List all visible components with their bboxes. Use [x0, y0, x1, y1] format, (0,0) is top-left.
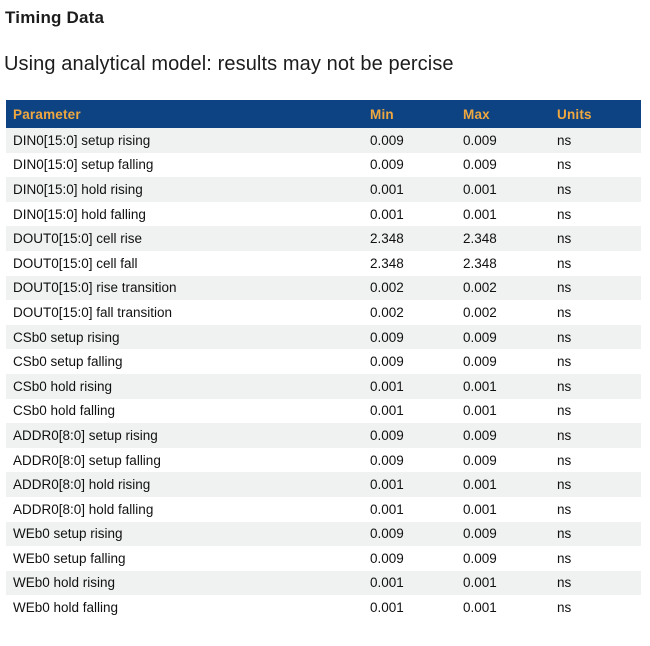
column-header-min: Min	[370, 100, 463, 128]
cell-parameter: DOUT0[15:0] cell rise	[13, 231, 143, 247]
cell-parameter: ADDR0[8:0] hold rising	[13, 477, 151, 493]
table-row	[6, 128, 641, 153]
cell-min: 0.002	[370, 304, 404, 320]
cell-min: 2.348	[370, 255, 404, 271]
cell-parameter: DIN0[15:0] setup rising	[13, 132, 151, 148]
cell-max: 0.002	[463, 280, 497, 296]
cell-parameter: WEb0 setup rising	[13, 526, 123, 542]
cell-min: 0.009	[370, 132, 404, 148]
cell-max: 0.009	[463, 329, 497, 345]
cell-max: 0.001	[463, 181, 497, 197]
cell-max: 0.001	[463, 600, 497, 616]
cell-min: 0.009	[370, 526, 404, 542]
table-row	[6, 497, 641, 522]
table-row	[6, 251, 641, 276]
cell-parameter: DIN0[15:0] setup falling	[13, 157, 154, 173]
cell-units: ns	[557, 231, 572, 247]
cell-max: 0.001	[463, 206, 497, 222]
table-row	[6, 276, 641, 301]
cell-parameter: DOUT0[15:0] fall transition	[13, 304, 173, 320]
cell-min: 0.002	[370, 280, 404, 296]
cell-max: 0.001	[463, 403, 497, 419]
cell-units: ns	[557, 526, 572, 542]
cell-max: 0.009	[463, 452, 497, 468]
cell-parameter: ADDR0[8:0] setup rising	[13, 427, 158, 443]
cell-units: ns	[557, 403, 572, 419]
cell-max: 0.009	[463, 132, 497, 148]
page-subtitle: Using analytical model: results may not be percise	[4, 53, 454, 75]
table-row	[6, 202, 641, 227]
table-header-row	[6, 100, 641, 128]
cell-units: ns	[557, 501, 572, 517]
cell-min: 0.001	[370, 403, 404, 419]
cell-max: 0.009	[463, 157, 497, 173]
cell-units: ns	[557, 157, 572, 173]
cell-units: ns	[557, 575, 572, 591]
cell-max: 2.348	[463, 255, 497, 271]
cell-min: 0.001	[370, 575, 404, 591]
table-row	[6, 423, 641, 448]
table-row	[6, 177, 641, 202]
table-row	[6, 374, 641, 399]
cell-min: 0.001	[370, 600, 404, 616]
cell-parameter: DIN0[15:0] hold rising	[13, 181, 143, 197]
cell-parameter: DOUT0[15:0] rise transition	[13, 280, 177, 296]
table-row	[6, 349, 641, 374]
cell-min: 0.001	[370, 501, 404, 517]
cell-min: 0.001	[370, 206, 404, 222]
cell-parameter: WEb0 hold falling	[13, 600, 119, 616]
cell-min: 0.009	[370, 329, 404, 345]
cell-parameter: CSb0 setup rising	[13, 329, 120, 345]
table-body	[6, 128, 641, 620]
cell-units: ns	[557, 329, 572, 345]
cell-units: ns	[557, 378, 572, 394]
cell-units: ns	[557, 280, 572, 296]
cell-max: 0.009	[463, 550, 497, 566]
table-row	[6, 325, 641, 350]
cell-min: 2.348	[370, 231, 404, 247]
cell-parameter: WEb0 setup falling	[13, 550, 126, 566]
cell-min: 0.009	[370, 157, 404, 173]
cell-units: ns	[557, 427, 572, 443]
cell-parameter: CSb0 hold falling	[13, 403, 116, 419]
cell-min: 0.009	[370, 550, 404, 566]
cell-max: 0.001	[463, 378, 497, 394]
cell-parameter: ADDR0[8:0] hold falling	[13, 501, 154, 517]
cell-units: ns	[557, 600, 572, 616]
column-header-units: Units	[557, 100, 641, 128]
table-row	[6, 472, 641, 497]
cell-max: 0.001	[463, 575, 497, 591]
column-header-parameter: Parameter	[6, 100, 370, 128]
cell-units: ns	[557, 477, 572, 493]
cell-max: 2.348	[463, 231, 497, 247]
table-row	[6, 399, 641, 424]
cell-parameter: CSb0 setup falling	[13, 354, 123, 370]
table-row	[6, 522, 641, 547]
table-row	[6, 448, 641, 473]
cell-units: ns	[557, 304, 572, 320]
cell-min: 0.009	[370, 427, 404, 443]
cell-max: 0.009	[463, 427, 497, 443]
timing-data-table	[6, 100, 641, 620]
cell-min: 0.001	[370, 181, 404, 197]
table-row	[6, 226, 641, 251]
cell-max: 0.009	[463, 354, 497, 370]
cell-min: 0.001	[370, 378, 404, 394]
cell-units: ns	[557, 550, 572, 566]
cell-min: 0.009	[370, 452, 404, 468]
cell-min: 0.009	[370, 354, 404, 370]
table-row	[6, 153, 641, 178]
cell-max: 0.001	[463, 501, 497, 517]
table-row	[6, 595, 641, 620]
table-row	[6, 300, 641, 325]
cell-units: ns	[557, 354, 572, 370]
cell-units: ns	[557, 132, 572, 148]
cell-max: 0.002	[463, 304, 497, 320]
cell-max: 0.009	[463, 526, 497, 542]
cell-units: ns	[557, 181, 572, 197]
cell-max: 0.001	[463, 477, 497, 493]
page-title: Timing Data	[5, 8, 105, 27]
table-row	[6, 546, 641, 571]
cell-units: ns	[557, 255, 572, 271]
cell-min: 0.001	[370, 477, 404, 493]
cell-parameter: WEb0 hold rising	[13, 575, 116, 591]
cell-parameter: CSb0 hold rising	[13, 378, 113, 394]
cell-parameter: DOUT0[15:0] cell fall	[13, 255, 138, 271]
cell-parameter: ADDR0[8:0] setup falling	[13, 452, 161, 468]
cell-units: ns	[557, 452, 572, 468]
column-header-max: Max	[463, 100, 557, 128]
table-row	[6, 571, 641, 596]
cell-parameter: DIN0[15:0] hold falling	[13, 206, 146, 222]
cell-units: ns	[557, 206, 572, 222]
